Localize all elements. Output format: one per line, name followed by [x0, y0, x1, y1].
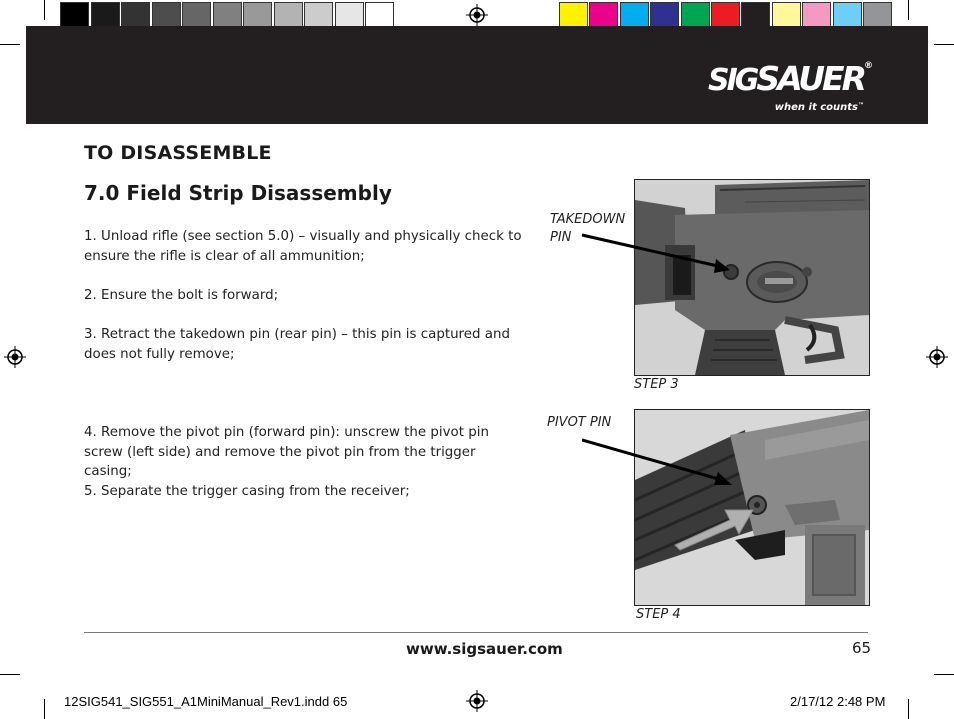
registered-mark: ® — [864, 61, 870, 71]
step-4-text: 4. Remove the pivot pin (forward pin): unscrew the pivot pin screw (left side) and remove the pivot pin from the trigger casing; — [84, 425, 489, 479]
step-4-caption: STEP 4 — [636, 607, 681, 622]
registration-mark-icon — [4, 346, 26, 368]
logo-sig: SIG — [708, 63, 757, 98]
step-2-text: 2. Ensure the bolt is forward; — [84, 288, 279, 303]
takedown-pin-callout: TAKEDOWN PIN — [550, 212, 626, 245]
page-number: 65 — [852, 639, 872, 657]
crop-mark — [44, 699, 45, 719]
subsection-title: 7.0 Field Strip Disassembly — [84, 181, 392, 205]
header-band — [26, 26, 928, 124]
registration-mark-icon — [466, 4, 488, 26]
step-1-text: 1. Unload rifle (see section 5.0) – visually and physically check to ensure the rifle is clear of all ammunition; — [84, 229, 522, 264]
footer-rule — [84, 632, 868, 633]
crop-mark — [0, 44, 20, 45]
step-5-text: 5. Separate the trigger casing from the receiver; — [84, 484, 410, 499]
crop-mark — [44, 0, 45, 20]
takedown-pin-arrow-icon — [580, 225, 740, 280]
crop-mark — [908, 0, 909, 20]
step-3-caption: STEP 3 — [634, 377, 679, 392]
website-url[interactable]: www.sigsauer.com — [406, 640, 563, 658]
sig-sauer-logo — [708, 59, 870, 98]
pivot-pin-arrow-icon — [582, 435, 742, 495]
crop-mark — [908, 699, 909, 719]
step-3-text: 3. Retract the takedown pin (rear pin) – this pin is captured and does not fully remove; — [84, 327, 510, 362]
logo-tagline: when it counts™ — [774, 102, 864, 113]
registration-mark-icon — [926, 346, 948, 368]
pivot-pin-callout: PIVOT PIN — [547, 415, 612, 430]
slug-filename: 12SIG541_SIG551_A1MiniManual_Rev1.indd 65 — [64, 694, 348, 709]
crop-mark — [0, 674, 20, 675]
logo-sauer: SAUER — [756, 59, 864, 98]
slug-datetime: 2/17/12 2:48 PM — [790, 694, 886, 709]
registration-mark-icon — [466, 690, 488, 712]
crop-mark — [934, 674, 954, 675]
section-title: TO DISASSEMBLE — [84, 142, 272, 164]
crop-mark — [934, 44, 954, 45]
